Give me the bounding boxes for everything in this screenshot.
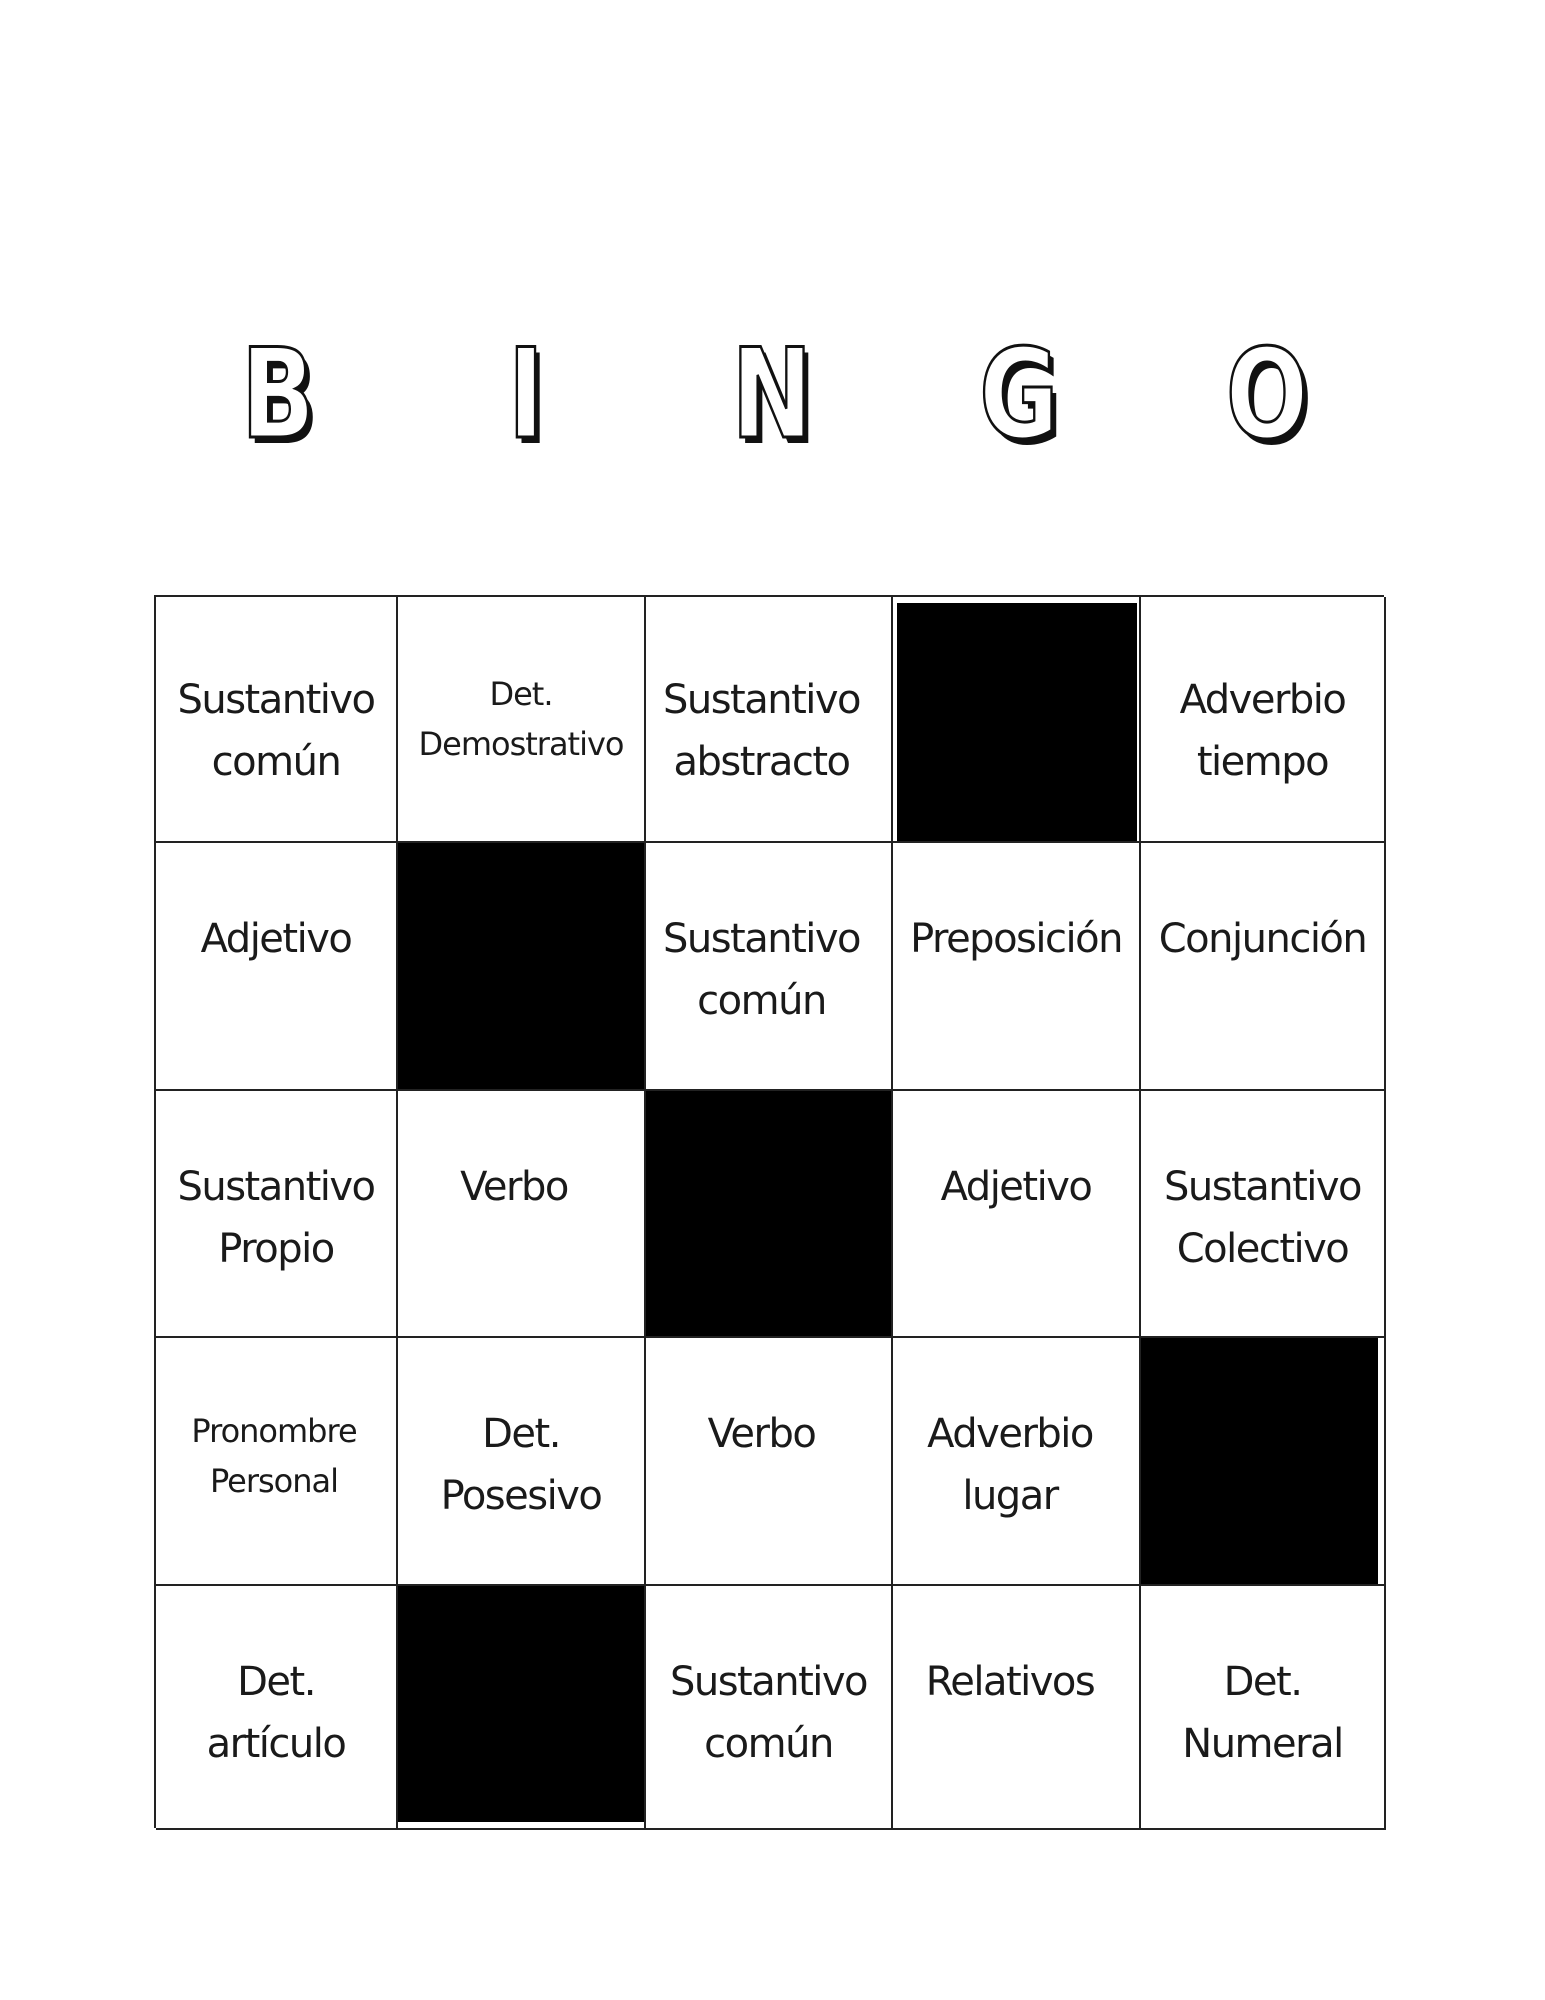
cell-label: Conjunción <box>1158 916 1367 962</box>
cell-label: Sustantivo común <box>177 677 375 785</box>
cell-label: Preposición <box>910 916 1122 962</box>
cell-label: Det. artículo <box>206 1659 346 1767</box>
bingo-cell-marked[interactable] <box>646 1091 893 1338</box>
bingo-title <box>0 320 1545 470</box>
marked-square <box>646 1091 891 1336</box>
cell-label: Adverbio tiempo <box>1179 677 1346 785</box>
bingo-cell[interactable] <box>646 1338 893 1586</box>
bingo-cell[interactable] <box>156 1338 398 1586</box>
bingo-cell[interactable] <box>398 1091 646 1338</box>
marked-square <box>897 603 1137 843</box>
bingo-cell[interactable] <box>1141 597 1386 843</box>
title-letter-i: I <box>507 323 544 467</box>
bingo-board <box>154 595 1384 1828</box>
cell-label: Verbo <box>460 1164 568 1210</box>
bingo-cell[interactable] <box>646 597 893 843</box>
cell-label: Relativos <box>925 1659 1095 1705</box>
cell-label: Sustantivo Propio <box>177 1164 375 1272</box>
cell-label: Sustantivo Colectivo <box>1163 1164 1362 1272</box>
cell-label: Sustantivo abstracto <box>662 677 861 785</box>
bingo-cell[interactable] <box>1141 1091 1386 1338</box>
bingo-cell[interactable] <box>646 1586 893 1830</box>
cell-label: Adjetivo <box>940 1164 1092 1210</box>
bingo-cell[interactable] <box>398 1338 646 1586</box>
bingo-cell[interactable] <box>893 1586 1141 1830</box>
bingo-cell[interactable] <box>646 843 893 1091</box>
cell-label: Det. Numeral <box>1182 1659 1343 1767</box>
cell-label: Verbo <box>707 1411 816 1457</box>
bingo-cell[interactable] <box>893 1338 1141 1586</box>
bingo-cell[interactable] <box>1141 1586 1386 1830</box>
bingo-cell-marked[interactable] <box>398 1586 646 1830</box>
bingo-cell-marked[interactable] <box>893 597 1141 843</box>
title-letter-g: G <box>979 323 1059 467</box>
cell-label: Sustantivo común <box>669 1659 868 1767</box>
bingo-cell[interactable] <box>156 1091 398 1338</box>
marked-square <box>1141 1338 1378 1584</box>
bingo-cell-marked[interactable] <box>1141 1338 1386 1586</box>
bingo-cell-marked[interactable] <box>398 843 646 1091</box>
cell-label: Adjetivo <box>200 916 352 962</box>
cell-label: Pronombre Personal <box>191 1412 357 1500</box>
cell-label: Det. Posesivo <box>440 1411 602 1519</box>
bingo-cell[interactable] <box>156 597 398 843</box>
bingo-cell[interactable] <box>1141 843 1386 1091</box>
title-letter-o: O <box>1225 323 1309 467</box>
bingo-cell[interactable] <box>893 843 1141 1091</box>
title-letter-b: B <box>241 323 315 467</box>
cell-label: Sustantivo común <box>662 916 861 1024</box>
cell-label: Det. Demostrativo <box>418 675 624 763</box>
bingo-cell[interactable] <box>893 1091 1141 1338</box>
cell-label: Adverbio lugar <box>927 1411 1093 1519</box>
title-letter-n: N <box>731 323 813 467</box>
bingo-cell[interactable] <box>398 597 646 843</box>
marked-square <box>398 1586 644 1822</box>
bingo-cell[interactable] <box>156 843 398 1091</box>
marked-square <box>398 843 644 1089</box>
bingo-cell[interactable] <box>156 1586 398 1830</box>
